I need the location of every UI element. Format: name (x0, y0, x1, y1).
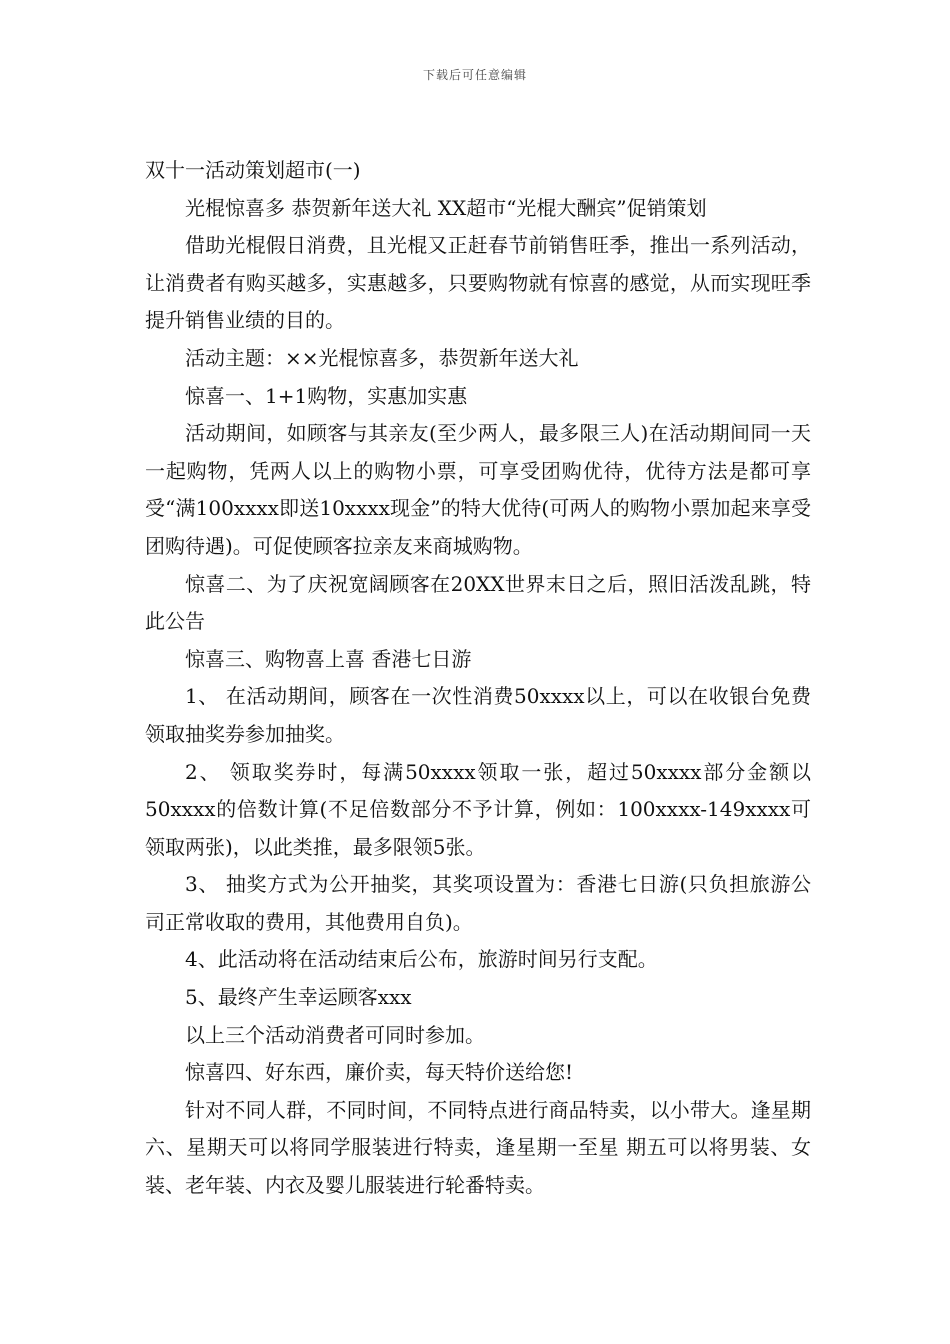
paragraph-surprise-4-body: 针对不同人群，不同时间，不同特点进行商品特卖，以小带大。逢星期六、星期天可以将同学服装进行特卖，逢星期一至星 期五可以将男装、女装、老年装、内衣及婴儿服装进行轮番特卖。 (145, 1097, 811, 1198)
list-item-1: 1、 在活动期间，顾客在一次性消费50xxxx以上，可以在收银台免费领取抽奖券参加抽奖。 (145, 684, 811, 746)
list-item-3: 3、 抽奖方式为公开抽奖，其奖项设置为：香港七日游(只负担旅游公司正常收取的费用，其他费用自负)。 (145, 872, 811, 934)
paragraph-intro: 借助光棍假日消费，且光棍又正赶春节前销售旺季，推出一系列活动，让消费者有购买越多，实惠越多，只要购物就有惊喜的感觉，从而实现旺季提升销售业绩的目的。 (145, 233, 811, 333)
paragraph-subtitle: 光棍惊喜多 恭贺新年送大礼 XX超市“光棍大酬宾”促销策划 (185, 195, 707, 220)
section-heading-surprise-3: 惊喜三、购物喜上喜 香港七日游 (185, 646, 472, 671)
section-heading-surprise-1: 惊喜一、1+1购物，实惠加实惠 (185, 383, 468, 408)
document-body (145, 152, 811, 1205)
paragraph-theme: 活动主题：××光棍惊喜多，恭贺新年送大礼 (185, 345, 579, 370)
list-item-4: 4、此活动将在活动结束后公布，旅游时间另行支配。 (185, 947, 658, 972)
list-item-5: 5、最终产生幸运顾客xxx (185, 985, 412, 1010)
document-title: 双十一活动策划超市(一) (145, 158, 361, 182)
paragraph-surprise-1-body: 活动期间，如顾客与其亲友(至少两人，最多限三人)在活动期间同一天一起购物，凭两人以上的购物小票，可享受团购优待，优待方法是都可享受“满100xxxx即送10xxxx现金”的特大优待(可两人的购物小票加起来享受团购待遇)。可促使顾客拉亲友来商城购物。 (145, 421, 811, 558)
list-item-2: 2、 领取奖券时，每满50xxxx领取一张，超过50xxxx部分金额以50xxxx的倍数计算(不足倍数部分不予计算，例如：100xxxx-149xxxx可领取两张)，以此类推，最多限领5张。 (145, 759, 811, 859)
paragraph-note: 以上三个活动消费者可同时参加。 (185, 1022, 485, 1047)
page-header-note: 下载后可任意编辑 (422, 68, 527, 82)
section-heading-surprise-4: 惊喜四、好东西，廉价卖，每天特价送给您! (185, 1060, 574, 1085)
section-heading-surprise-2: 惊喜二、为了庆祝宽阔顾客在20XX世界末日之后，照旧活泼乱跳，特此公告 (145, 571, 811, 634)
